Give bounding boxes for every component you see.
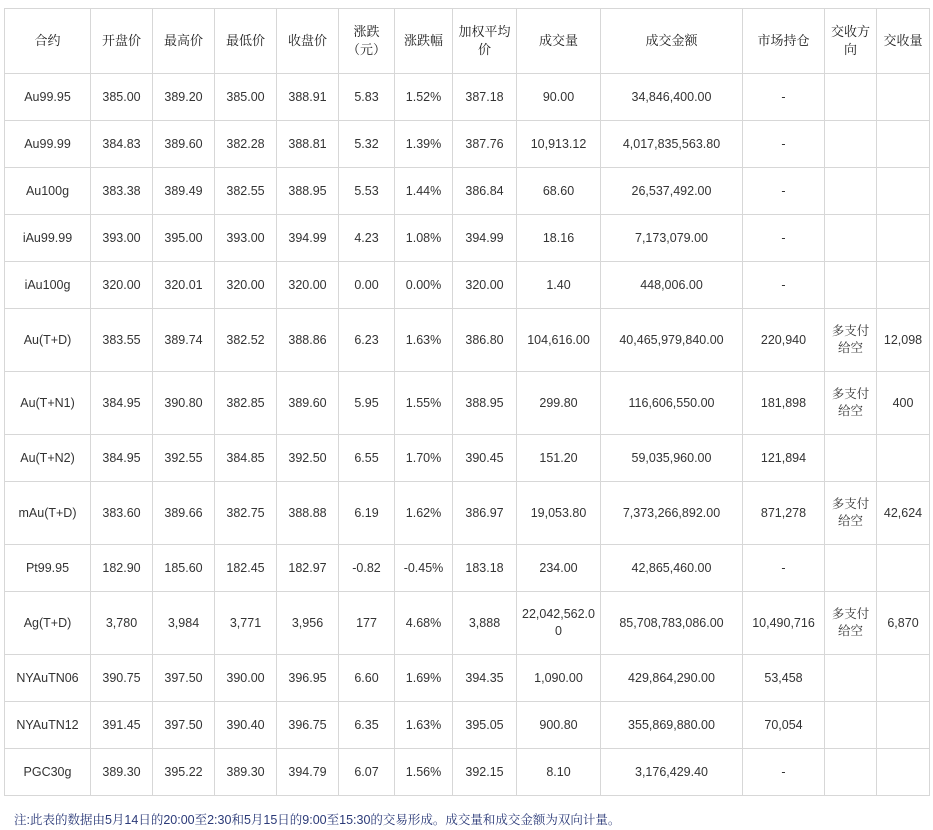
table-row <box>5 655 930 702</box>
cell-close: 389.60 <box>277 372 339 435</box>
cell-open: 391.45 <box>91 702 153 749</box>
cell-change-pct: 1.39% <box>395 121 453 168</box>
cell-turnover: 3,176,429.40 <box>601 749 743 796</box>
cell-open: 320.00 <box>91 262 153 309</box>
cell-open-interest: 220,940 <box>743 309 825 372</box>
cell-open: 383.38 <box>91 168 153 215</box>
cell-turnover: 116,606,550.00 <box>601 372 743 435</box>
cell-close: 388.81 <box>277 121 339 168</box>
cell-turnover: 59,035,960.00 <box>601 435 743 482</box>
cell-volume: 1.40 <box>517 262 601 309</box>
column-header-delivery-direction: 交收方向 <box>825 9 877 74</box>
cell-high: 390.80 <box>153 372 215 435</box>
cell-delivery-volume: 12,098 <box>877 309 930 372</box>
cell-change-pct: 1.70% <box>395 435 453 482</box>
cell-vwap: 320.00 <box>453 262 517 309</box>
cell-high: 392.55 <box>153 435 215 482</box>
cell-volume: 151.20 <box>517 435 601 482</box>
cell-open: 383.60 <box>91 482 153 545</box>
cell-low: 393.00 <box>215 215 277 262</box>
cell-delivery-direction: 多支付给空 <box>825 309 877 372</box>
cell-delivery-direction <box>825 262 877 309</box>
cell-low: 384.85 <box>215 435 277 482</box>
cell-vwap: 386.84 <box>453 168 517 215</box>
cell-open-interest: 871,278 <box>743 482 825 545</box>
cell-delivery-volume <box>877 435 930 482</box>
cell-delivery-volume <box>877 702 930 749</box>
cell-turnover: 448,006.00 <box>601 262 743 309</box>
table-row <box>5 262 930 309</box>
cell-open-interest: - <box>743 749 825 796</box>
cell-open: 389.30 <box>91 749 153 796</box>
cell-delivery-direction <box>825 702 877 749</box>
cell-turnover: 42,865,460.00 <box>601 545 743 592</box>
cell-contract: Au99.95 <box>5 74 91 121</box>
market-quotes-table <box>4 8 930 796</box>
cell-contract: Au(T+N1) <box>5 372 91 435</box>
column-header-close: 收盘价 <box>277 9 339 74</box>
cell-high: 389.49 <box>153 168 215 215</box>
cell-high: 395.00 <box>153 215 215 262</box>
cell-change: 0.00 <box>339 262 395 309</box>
cell-volume: 8.10 <box>517 749 601 796</box>
cell-change-pct: 1.63% <box>395 702 453 749</box>
cell-high: 397.50 <box>153 702 215 749</box>
cell-change: 6.60 <box>339 655 395 702</box>
cell-volume: 19,053.80 <box>517 482 601 545</box>
cell-volume: 22,042,562.00 <box>517 592 601 655</box>
cell-open-interest: 121,894 <box>743 435 825 482</box>
cell-vwap: 394.99 <box>453 215 517 262</box>
cell-delivery-direction <box>825 215 877 262</box>
cell-contract: Au99.99 <box>5 121 91 168</box>
cell-open: 383.55 <box>91 309 153 372</box>
cell-turnover: 26,537,492.00 <box>601 168 743 215</box>
cell-low: 382.75 <box>215 482 277 545</box>
cell-close: 394.79 <box>277 749 339 796</box>
cell-close: 320.00 <box>277 262 339 309</box>
cell-volume: 10,913.12 <box>517 121 601 168</box>
cell-volume: 90.00 <box>517 74 601 121</box>
cell-delivery-direction: 多支付给空 <box>825 482 877 545</box>
table-row <box>5 702 930 749</box>
cell-change: 6.35 <box>339 702 395 749</box>
cell-volume: 18.16 <box>517 215 601 262</box>
cell-contract: mAu(T+D) <box>5 482 91 545</box>
cell-low: 182.45 <box>215 545 277 592</box>
cell-close: 388.88 <box>277 482 339 545</box>
cell-contract: Au(T+D) <box>5 309 91 372</box>
cell-open: 182.90 <box>91 545 153 592</box>
cell-contract: Au100g <box>5 168 91 215</box>
cell-delivery-direction <box>825 168 877 215</box>
cell-delivery-volume: 6,870 <box>877 592 930 655</box>
header-row <box>5 9 930 74</box>
cell-delivery-direction <box>825 121 877 168</box>
cell-close: 394.99 <box>277 215 339 262</box>
cell-high: 3,984 <box>153 592 215 655</box>
cell-change: -0.82 <box>339 545 395 592</box>
cell-change-pct: 1.55% <box>395 372 453 435</box>
cell-delivery-direction: 多支付给空 <box>825 592 877 655</box>
cell-low: 3,771 <box>215 592 277 655</box>
cell-high: 389.66 <box>153 482 215 545</box>
cell-close: 3,956 <box>277 592 339 655</box>
cell-low: 382.85 <box>215 372 277 435</box>
cell-open-interest: - <box>743 215 825 262</box>
column-header-open-interest: 市场持仓 <box>743 9 825 74</box>
cell-change: 5.32 <box>339 121 395 168</box>
column-header-turnover: 成交金额 <box>601 9 743 74</box>
cell-contract: iAu99.99 <box>5 215 91 262</box>
cell-close: 392.50 <box>277 435 339 482</box>
cell-change: 5.95 <box>339 372 395 435</box>
cell-delivery-volume: 400 <box>877 372 930 435</box>
cell-delivery-volume <box>877 121 930 168</box>
cell-contract: Ag(T+D) <box>5 592 91 655</box>
column-header-change-pct: 涨跌幅 <box>395 9 453 74</box>
cell-turnover: 429,864,290.00 <box>601 655 743 702</box>
cell-high: 389.60 <box>153 121 215 168</box>
cell-open-interest: 53,458 <box>743 655 825 702</box>
cell-contract: NYAuTN12 <box>5 702 91 749</box>
table-row <box>5 592 930 655</box>
cell-volume: 104,616.00 <box>517 309 601 372</box>
cell-high: 389.20 <box>153 74 215 121</box>
cell-contract: NYAuTN06 <box>5 655 91 702</box>
cell-change-pct: 1.44% <box>395 168 453 215</box>
column-header-contract: 合约 <box>5 9 91 74</box>
cell-delivery-volume <box>877 545 930 592</box>
cell-change-pct: 1.52% <box>395 74 453 121</box>
table-header <box>5 9 930 74</box>
cell-turnover: 40,465,979,840.00 <box>601 309 743 372</box>
cell-low: 389.30 <box>215 749 277 796</box>
cell-close: 396.95 <box>277 655 339 702</box>
cell-high: 389.74 <box>153 309 215 372</box>
cell-contract: Au(T+N2) <box>5 435 91 482</box>
cell-open-interest: - <box>743 121 825 168</box>
cell-vwap: 388.95 <box>453 372 517 435</box>
cell-low: 390.00 <box>215 655 277 702</box>
table-row <box>5 74 930 121</box>
table-row <box>5 482 930 545</box>
cell-turnover: 7,373,266,892.00 <box>601 482 743 545</box>
cell-vwap: 390.45 <box>453 435 517 482</box>
cell-change-pct: 1.63% <box>395 309 453 372</box>
cell-delivery-volume <box>877 215 930 262</box>
cell-delivery-direction <box>825 435 877 482</box>
cell-delivery-direction <box>825 545 877 592</box>
cell-change: 6.55 <box>339 435 395 482</box>
cell-contract: iAu100g <box>5 262 91 309</box>
cell-turnover: 355,869,880.00 <box>601 702 743 749</box>
cell-high: 185.60 <box>153 545 215 592</box>
cell-open-interest: - <box>743 262 825 309</box>
cell-change: 6.19 <box>339 482 395 545</box>
table-row <box>5 121 930 168</box>
cell-vwap: 392.15 <box>453 749 517 796</box>
cell-open: 384.83 <box>91 121 153 168</box>
cell-delivery-volume <box>877 749 930 796</box>
cell-volume: 68.60 <box>517 168 601 215</box>
cell-volume: 234.00 <box>517 545 601 592</box>
cell-vwap: 387.18 <box>453 74 517 121</box>
cell-vwap: 386.80 <box>453 309 517 372</box>
table-body <box>5 74 930 796</box>
cell-delivery-direction <box>825 749 877 796</box>
cell-open-interest: 10,490,716 <box>743 592 825 655</box>
cell-turnover: 7,173,079.00 <box>601 215 743 262</box>
cell-open: 390.75 <box>91 655 153 702</box>
cell-open-interest: - <box>743 74 825 121</box>
cell-vwap: 183.18 <box>453 545 517 592</box>
cell-vwap: 395.05 <box>453 702 517 749</box>
table-row <box>5 168 930 215</box>
cell-change: 5.53 <box>339 168 395 215</box>
cell-open-interest: - <box>743 168 825 215</box>
cell-open: 384.95 <box>91 435 153 482</box>
cell-turnover: 34,846,400.00 <box>601 74 743 121</box>
cell-high: 397.50 <box>153 655 215 702</box>
cell-change-pct: 1.69% <box>395 655 453 702</box>
cell-high: 395.22 <box>153 749 215 796</box>
table-row <box>5 435 930 482</box>
cell-change: 6.07 <box>339 749 395 796</box>
cell-close: 182.97 <box>277 545 339 592</box>
cell-contract: Pt99.95 <box>5 545 91 592</box>
cell-turnover: 85,708,783,086.00 <box>601 592 743 655</box>
cell-change: 177 <box>339 592 395 655</box>
column-header-volume: 成交量 <box>517 9 601 74</box>
cell-delivery-direction <box>825 74 877 121</box>
cell-delivery-volume <box>877 168 930 215</box>
cell-low: 320.00 <box>215 262 277 309</box>
cell-change-pct: 1.62% <box>395 482 453 545</box>
column-header-low: 最低价 <box>215 9 277 74</box>
cell-change-pct: 4.68% <box>395 592 453 655</box>
table-row <box>5 545 930 592</box>
cell-close: 388.86 <box>277 309 339 372</box>
column-header-open: 开盘价 <box>91 9 153 74</box>
cell-vwap: 3,888 <box>453 592 517 655</box>
cell-vwap: 387.76 <box>453 121 517 168</box>
cell-change-pct: -0.45% <box>395 545 453 592</box>
cell-delivery-volume <box>877 655 930 702</box>
column-header-change: 涨跌（元） <box>339 9 395 74</box>
cell-vwap: 394.35 <box>453 655 517 702</box>
cell-delivery-volume: 42,624 <box>877 482 930 545</box>
cell-close: 388.91 <box>277 74 339 121</box>
cell-vwap: 386.97 <box>453 482 517 545</box>
cell-change: 6.23 <box>339 309 395 372</box>
cell-change: 5.83 <box>339 74 395 121</box>
cell-open: 3,780 <box>91 592 153 655</box>
column-header-delivery-volume: 交收量 <box>877 9 930 74</box>
cell-open: 385.00 <box>91 74 153 121</box>
cell-volume: 299.80 <box>517 372 601 435</box>
cell-close: 396.75 <box>277 702 339 749</box>
cell-open: 384.95 <box>91 372 153 435</box>
cell-open: 393.00 <box>91 215 153 262</box>
cell-open-interest: 181,898 <box>743 372 825 435</box>
cell-low: 385.00 <box>215 74 277 121</box>
cell-delivery-volume <box>877 74 930 121</box>
table-row <box>5 372 930 435</box>
cell-delivery-direction: 多支付给空 <box>825 372 877 435</box>
cell-delivery-direction <box>825 655 877 702</box>
table-row <box>5 309 930 372</box>
cell-low: 382.52 <box>215 309 277 372</box>
cell-volume: 1,090.00 <box>517 655 601 702</box>
cell-contract: PGC30g <box>5 749 91 796</box>
cell-open-interest: 70,054 <box>743 702 825 749</box>
column-header-vwap: 加权平均价 <box>453 9 517 74</box>
column-header-high: 最高价 <box>153 9 215 74</box>
cell-change: 4.23 <box>339 215 395 262</box>
cell-open-interest: - <box>743 545 825 592</box>
cell-low: 382.55 <box>215 168 277 215</box>
cell-high: 320.01 <box>153 262 215 309</box>
cell-change-pct: 1.56% <box>395 749 453 796</box>
cell-change-pct: 0.00% <box>395 262 453 309</box>
table-note: 注:此表的数据由5月14日的20:00至2:30和5月15日的9:00至15:30的交易形成。成交量和成交金额为双向计量。 <box>14 813 621 827</box>
cell-volume: 900.80 <box>517 702 601 749</box>
cell-low: 390.40 <box>215 702 277 749</box>
cell-delivery-volume <box>877 262 930 309</box>
table-row <box>5 215 930 262</box>
cell-change-pct: 1.08% <box>395 215 453 262</box>
cell-low: 382.28 <box>215 121 277 168</box>
cell-turnover: 4,017,835,563.80 <box>601 121 743 168</box>
cell-close: 388.95 <box>277 168 339 215</box>
table-row <box>5 749 930 796</box>
